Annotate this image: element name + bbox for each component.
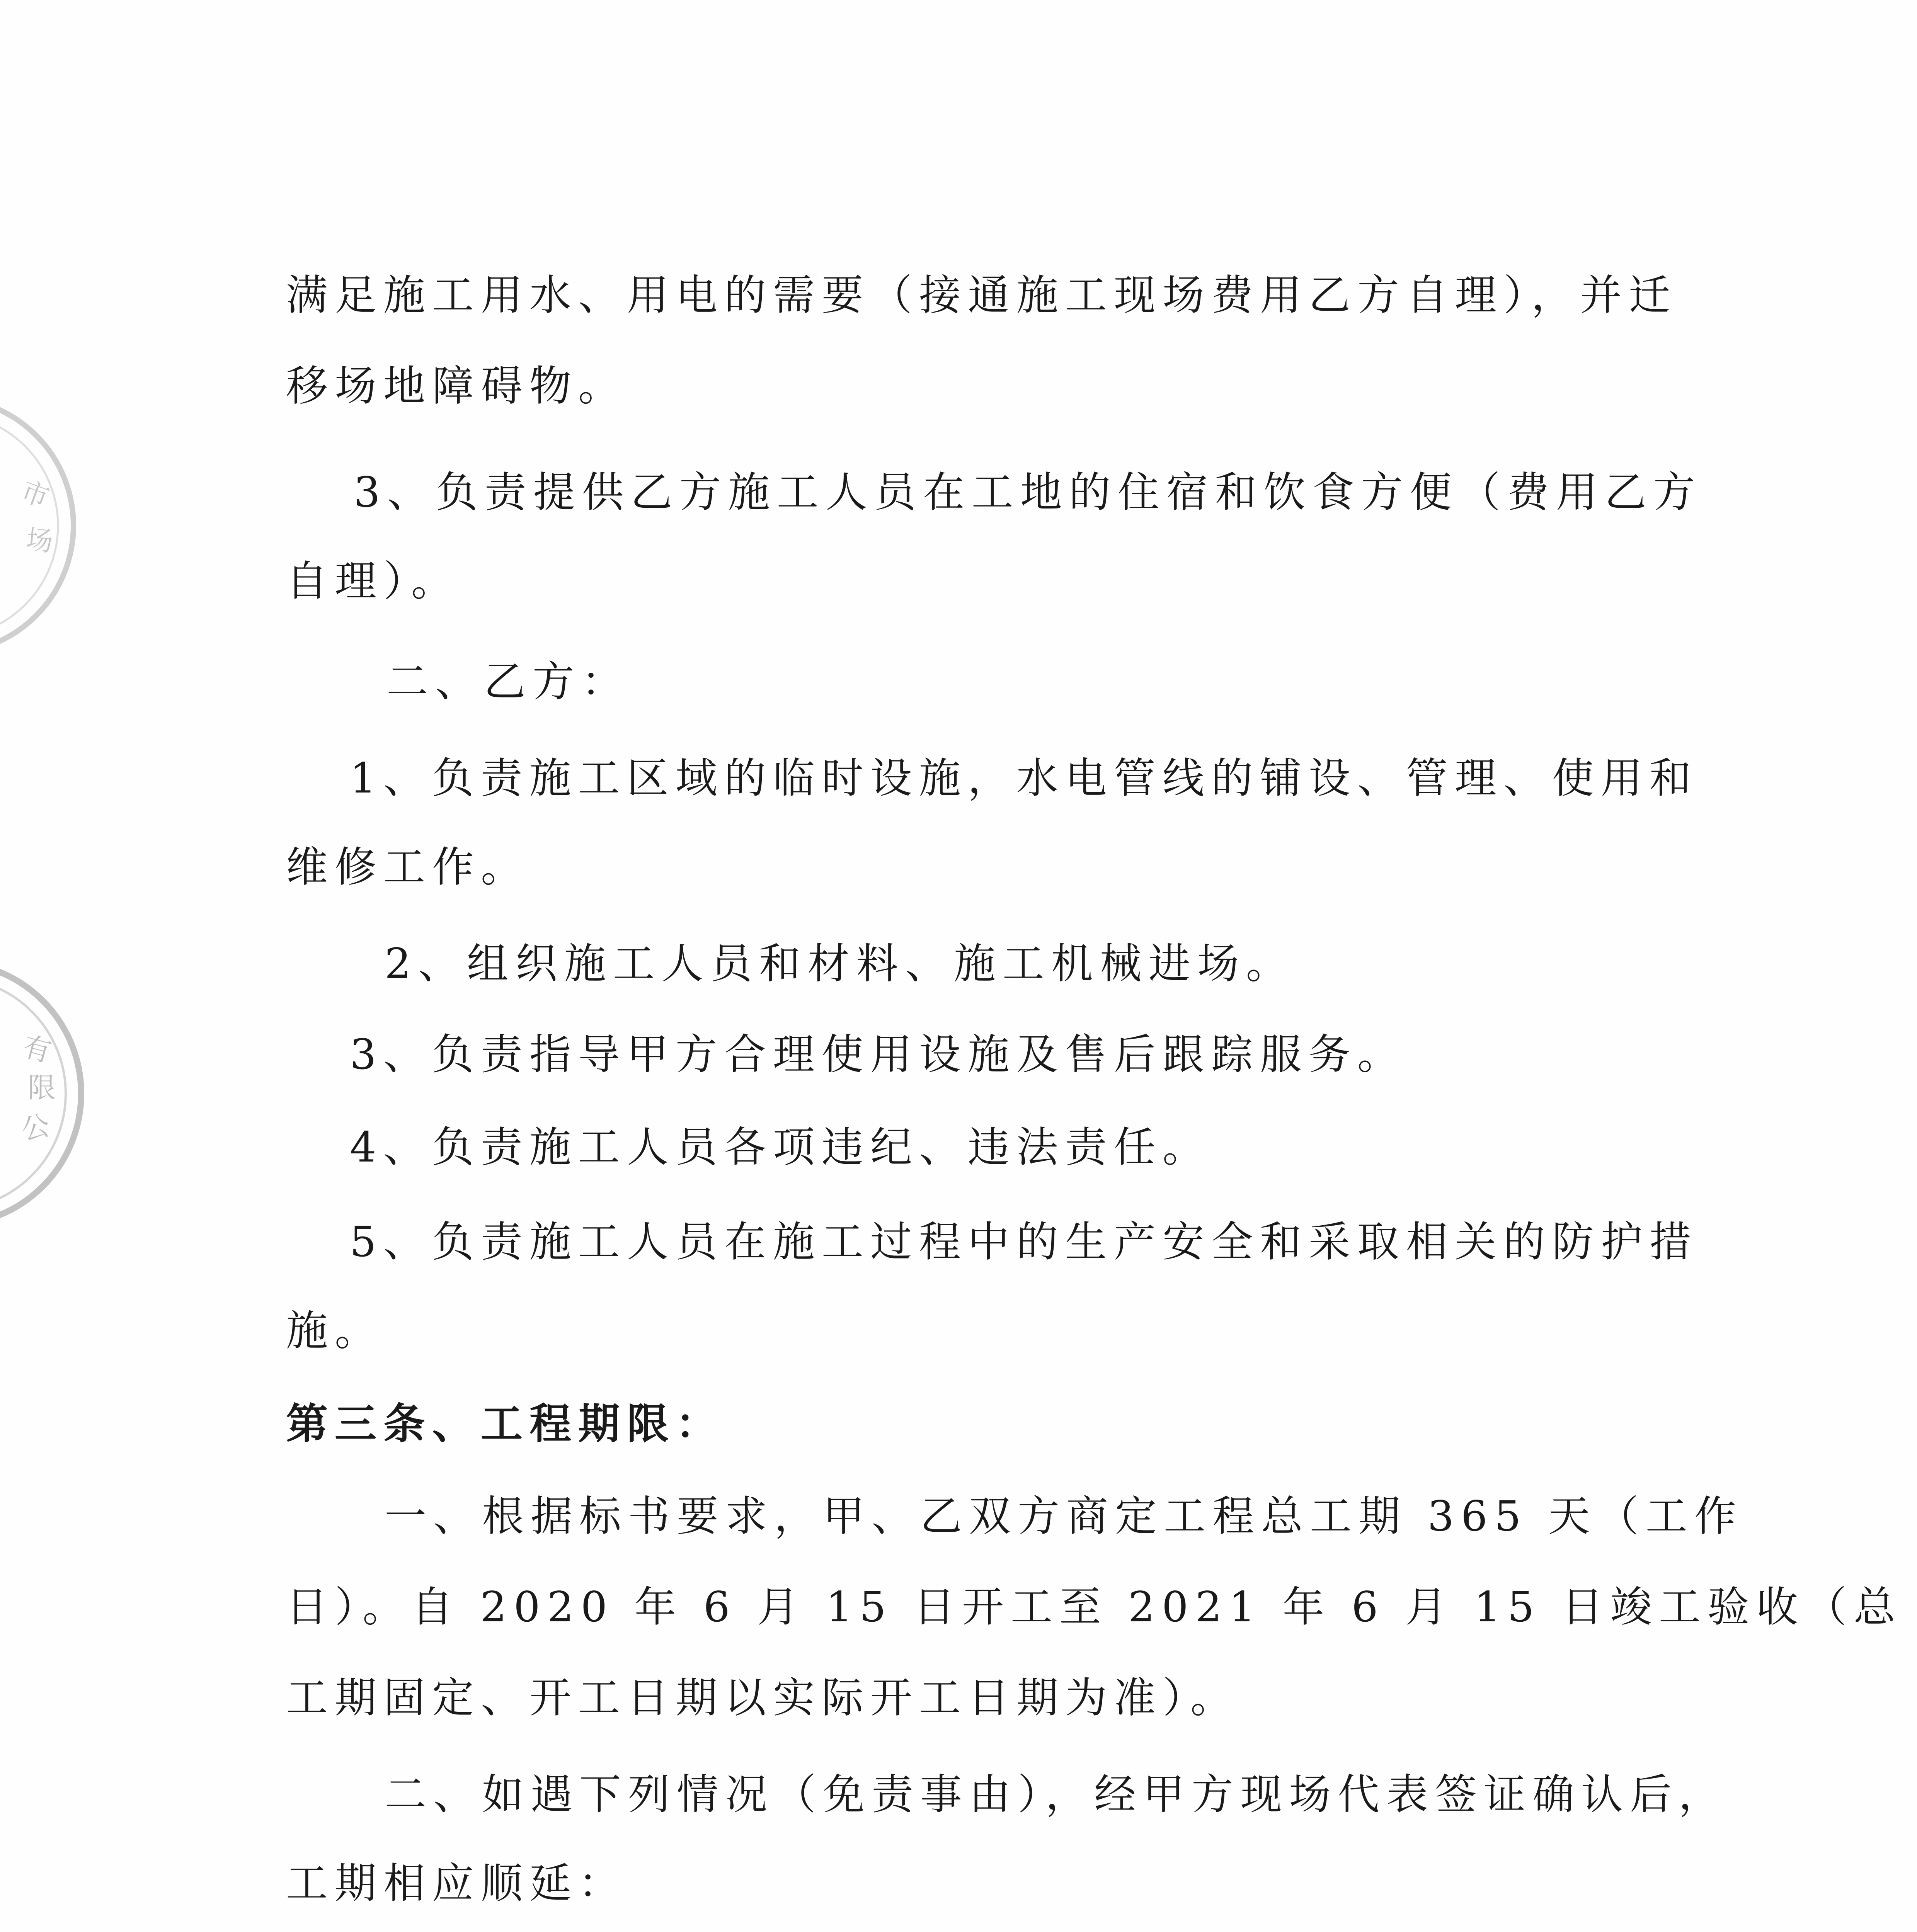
text-line: 自理）。 bbox=[286, 557, 460, 605]
text-line: 1、负责施工区域的临时设施，水电管线的铺设、管理、使用和 bbox=[350, 754, 1698, 803]
text-line: 3、负责提供乙方施工人员在工地的住宿和饮食方便（费用乙方 bbox=[354, 468, 1702, 517]
seal-stamp-fragment-middle bbox=[0, 939, 85, 1248]
text-line: 二、如遇下列情况（免责事由），经甲方现场代表签证确认后， bbox=[385, 1770, 1728, 1819]
svg-text:有: 有 bbox=[19, 1030, 55, 1069]
article-heading: 第三条、工程期限： bbox=[286, 1400, 725, 1448]
text-line: 移场地障碍物。 bbox=[286, 362, 627, 410]
text-line: 日）。自 2020 年 6 月 15 日开工至 2021 年 6 月 15 日竣工验收（总 bbox=[286, 1583, 1902, 1631]
text-line: 满足施工用水、用电的需要（接通施工现场费用乙方自理），并迁 bbox=[286, 271, 1678, 320]
text-line: 工期相应顺延： bbox=[286, 1859, 627, 1908]
text-line: 一、根据标书要求，甲、乙双方商定工程总工期 365 天（工作 bbox=[385, 1492, 1743, 1541]
text-line: 施。 bbox=[286, 1307, 384, 1355]
text-line: 4、负责施工人员各项违纪、违法责任。 bbox=[350, 1123, 1211, 1172]
svg-text:市: 市 bbox=[17, 474, 54, 514]
text-line: 维修工作。 bbox=[286, 843, 530, 891]
svg-text:公: 公 bbox=[19, 1109, 53, 1146]
section-heading: 二、乙方： bbox=[386, 658, 630, 706]
svg-text:场: 场 bbox=[24, 524, 54, 558]
seal-stamp-fragment-top bbox=[0, 371, 85, 680]
text-line: 工期固定、开工日期以实际开工日期为准）。 bbox=[286, 1674, 1239, 1722]
text-line: 5、负责施工人员在施工过程中的生产安全和采取相关的防护措 bbox=[350, 1218, 1698, 1266]
text-line: 2、组织施工人员和材料、施工机械进场。 bbox=[385, 940, 1295, 988]
svg-text:限: 限 bbox=[28, 1071, 56, 1104]
text-line: 3、负责指导甲方合理使用设施及售后跟踪服务。 bbox=[350, 1031, 1406, 1079]
